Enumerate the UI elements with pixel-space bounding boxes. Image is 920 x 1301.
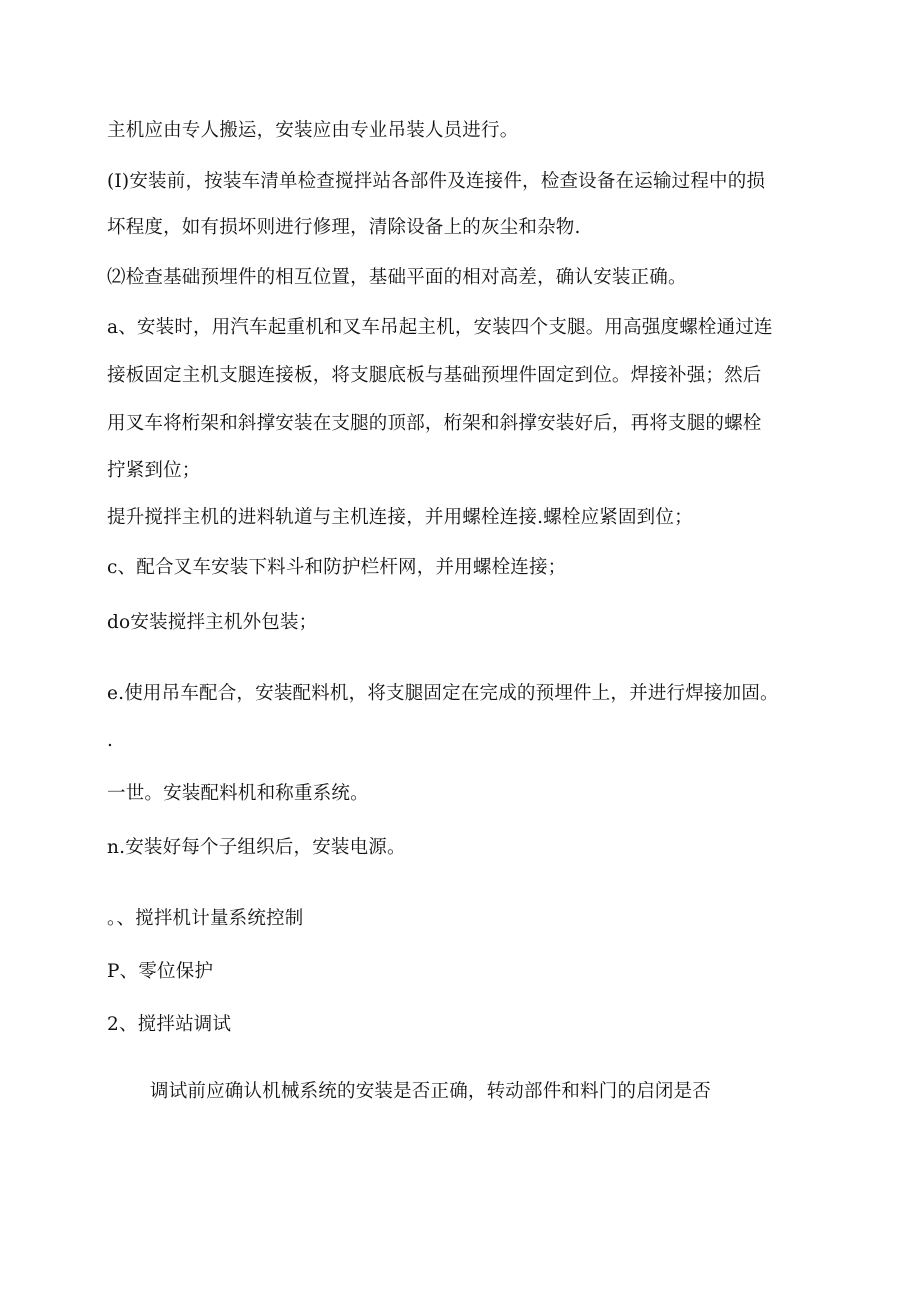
text-line: a、安装时，用汽车起重机和叉车吊起主机，安装四个支腿。用高强度螺栓通过连 [107,317,773,338]
section-heading: 2、搅拌站调试 [107,1014,232,1035]
text-line: n.安装好每个子组织后，安装电源。 [107,837,406,858]
text-line: c、配合叉车安装下料斗和防护栏杆网，并用螺栓连接； [107,557,567,578]
text-line: 调试前应确认机械系统的安装是否正确，转动部件和料门的启闭是否 [150,1081,712,1102]
text-line: P、零位保护 [107,961,214,982]
text-line: e.使用吊车配合，安装配料机，将支腿固定在完成的预埋件上，并进行焊接加固。 [107,683,779,704]
text-line: ⑵检查基础预埋件的相互位置，基础平面的相对高差，确认安装正确。 [107,267,687,288]
text-line: 接板固定主机支腿连接板，将支腿底板与基础预埋件固定到位。焊接补强；然后 [107,365,762,386]
text-line: (I)安装前，按装车清单检查搅拌站各部件及连接件，检查设备在运输过程中的损 [107,171,766,192]
text-line: 坏程度，如有损坏则进行修理，清除设备上的灰尘和杂物. [107,217,581,238]
text-line: do安装搅拌主机外包装； [107,612,318,633]
text-line: 用叉车将桁架和斜撑安装在支腿的顶部，桁架和斜撑安装好后，再将支腿的螺栓 [107,413,762,434]
text-line: 主机应由专人搬运，安装应由专业吊装人员进行。 [107,120,519,141]
text-line: 一世。安装配料机和称重系统。 [107,783,369,804]
text-line: 拧紧到位； [107,460,201,481]
section-heading: 。、搅拌机计量系统控制 [107,908,304,929]
text-line: . [107,730,114,751]
text-line: 提升搅拌主机的进料轨道与主机连接，并用螺栓连接.螺栓应紧固到位； [107,507,693,528]
